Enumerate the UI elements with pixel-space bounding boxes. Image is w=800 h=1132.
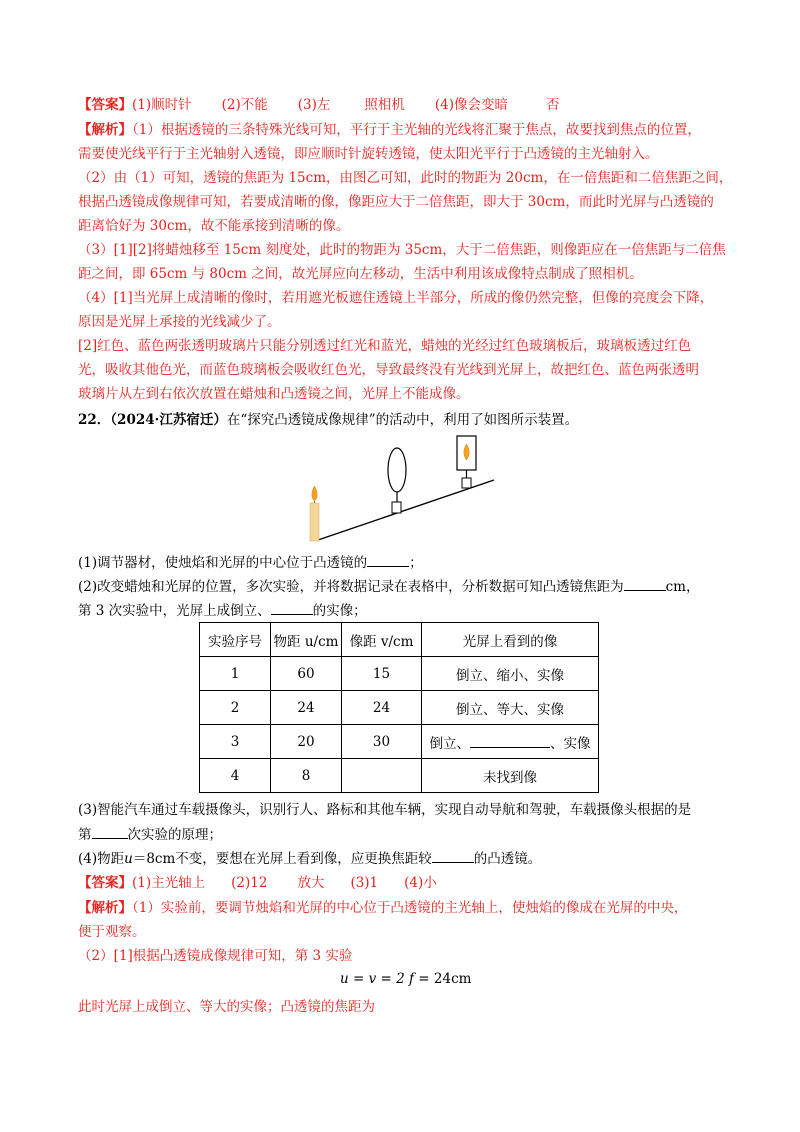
part-text: ＝8cm bbox=[132, 851, 176, 867]
formula-rhs: = 24cm bbox=[414, 971, 472, 987]
part-text: ； bbox=[409, 555, 423, 571]
table-cell bbox=[422, 725, 599, 759]
table-row bbox=[200, 725, 599, 759]
question-stem bbox=[78, 410, 578, 430]
question-number: 22． bbox=[78, 412, 111, 428]
part-text: 第 bbox=[78, 827, 92, 843]
table-header: 实验序号 bbox=[200, 623, 271, 657]
answer-item: (1)主光轴上 bbox=[132, 875, 206, 891]
table-cell bbox=[342, 759, 422, 793]
answer-item: 放大 bbox=[297, 875, 325, 891]
table-cell: 4 bbox=[200, 759, 271, 793]
part-text: 次实验的原理； bbox=[127, 827, 222, 843]
analysis-line: 原因是光屏上承接的光线减少了。 bbox=[78, 314, 281, 330]
analysis-text: （1）实验前，要调节烛焰和光屏的中心位于凸透镜的主光轴上，使烛焰的像成在光屏的中央， bbox=[132, 900, 688, 916]
part-text: 不变，要想在光屏上看到像，应更换焦距较 bbox=[175, 851, 432, 867]
apparatus-figure bbox=[296, 430, 506, 545]
table-cell: 倒立、等大、实像 bbox=[422, 691, 599, 725]
answer-item: (3)左 bbox=[297, 97, 331, 113]
analysis-tag: 【解析】 bbox=[78, 900, 132, 916]
answer-item: (2)不能 bbox=[221, 97, 268, 113]
answer-tag: 【答案】 bbox=[78, 875, 132, 891]
answer-item: (1)顺时针 bbox=[132, 97, 192, 113]
question-part-2 bbox=[78, 576, 700, 597]
analysis-line: 玻璃片从左到右依次放置在蜡烛和凸透镜之间，光屏上不能成像。 bbox=[78, 386, 470, 402]
question-part-3-cont bbox=[78, 824, 222, 845]
question-part-3: (3)智能汽车通过车载摄像头，识别行人、路标和其他车辆，实现自动导航和驾驶，车载摄像头根据的是 bbox=[78, 802, 692, 818]
part-text: 的凸透镜。 bbox=[473, 851, 542, 867]
formula bbox=[340, 971, 471, 987]
part-text: (4)物距 bbox=[78, 851, 125, 867]
answer-item: (4)像会变暗 bbox=[434, 97, 508, 113]
table-cell: 60 bbox=[271, 657, 342, 691]
answer-item: (3)1 bbox=[350, 875, 379, 891]
analysis-line: （2）[1]根据凸透镜成像规律可知，第 3 实验 bbox=[78, 948, 353, 964]
question-part-1 bbox=[78, 552, 423, 573]
answer-tag: 【答案】 bbox=[78, 97, 132, 113]
question-part-4 bbox=[78, 848, 541, 869]
table-header: 像距 v/cm bbox=[342, 623, 422, 657]
part-text: ， bbox=[686, 579, 700, 595]
unit-text: cm bbox=[665, 579, 686, 595]
analysis-line bbox=[78, 898, 687, 918]
answer-item: (4)小 bbox=[404, 875, 437, 891]
answer-item: 否 bbox=[546, 97, 560, 113]
table-cell: 倒立、缩小、实像 bbox=[422, 657, 599, 691]
table-header: 光屏上看到的像 bbox=[422, 623, 599, 657]
question-stem-text: 在“探究凸透镜成像规律”的活动中，利用了如图所示装置。 bbox=[226, 412, 579, 428]
table-row bbox=[200, 657, 599, 691]
answer-blank[interactable] bbox=[432, 848, 474, 863]
analysis-line: （4）[1]当光屏上成清晰的像时，若用遮光板遮住透镜上半部分，所成的像仍然完整，但像的亮度会下降， bbox=[78, 290, 714, 306]
part-text: (1)调节器材，使烛焰和光屏的中心位于凸透镜的 bbox=[78, 555, 368, 571]
table-header: 物距 u/cm bbox=[271, 623, 342, 657]
table-cell: 1 bbox=[200, 657, 271, 691]
analysis-line: [2]红色、蓝色两张透明玻璃片只能分别透过红光和蓝光，蜡烛的光经过红色玻璃板后，玻璃板透过红色 bbox=[78, 338, 692, 354]
answer-item: (2)12 bbox=[231, 875, 268, 891]
table-cell: 20 bbox=[271, 725, 342, 759]
table-cell: 24 bbox=[271, 691, 342, 725]
table-cell: 8 bbox=[271, 759, 342, 793]
analysis-line: 需要使光线平行于主光轴射入透镜，即应顺时针旋转透镜，使太阳光平行于凸透镜的主光轴射入。 bbox=[78, 146, 659, 162]
variable-u: u bbox=[124, 851, 133, 867]
table-cell: 30 bbox=[342, 725, 422, 759]
table-row bbox=[200, 691, 599, 725]
analysis-line: 距离恰好为 30cm，故不能承接到清晰的像。 bbox=[78, 218, 350, 234]
analysis-line: 便于观察。 bbox=[78, 924, 146, 940]
analysis-line: （2）由（1）可知，透镜的焦距为 15cm，由图乙可知，此时的物距为 20cm，在一倍焦距和二倍焦距之间， bbox=[78, 170, 733, 186]
table-cell: 未找到像 bbox=[422, 759, 599, 793]
question-source: （2024·江苏宿迁） bbox=[110, 412, 227, 428]
convex-lens bbox=[388, 448, 406, 513]
table-cell: 24 bbox=[342, 691, 422, 725]
cell-text: 、实像 bbox=[550, 735, 591, 752]
table-cell: 15 bbox=[342, 657, 422, 691]
analysis-line: 光，吸收其他色光，而蓝色玻璃板会吸收红色光，导致最终没有光线到光屏上，故把红色、蓝色两张透明 bbox=[78, 362, 699, 378]
analysis-line: 距之间，即 65cm 与 80cm 之间，故光屏应向左移动，生活中利用该成像特点制成了照相机。 bbox=[78, 266, 643, 282]
answer-blank[interactable] bbox=[92, 824, 128, 839]
table-header-row bbox=[200, 623, 599, 657]
optical-bench bbox=[318, 480, 494, 540]
analysis-tag: 【解析】 bbox=[78, 122, 132, 138]
answer-line-1 bbox=[78, 95, 560, 115]
candle bbox=[310, 486, 319, 541]
answer-blank[interactable] bbox=[367, 552, 409, 567]
analysis-line: 根据凸透镜成像规律可知，若要成清晰的像，像距应大于二倍焦距，即大于 30cm，而此时光屏与凸透镜的 bbox=[78, 194, 714, 210]
analysis-line: （3）[1][2]将蜡烛移至 15cm 刻度处，此时的物距为 35cm，大于二倍焦距，则像距应在一倍焦距与二倍焦 bbox=[78, 242, 726, 258]
answer-blank[interactable] bbox=[271, 600, 313, 615]
answer-line-2 bbox=[78, 873, 437, 893]
cell-text: 倒立、 bbox=[429, 735, 470, 752]
question-part-2-cont bbox=[78, 600, 367, 621]
analysis-line bbox=[78, 120, 701, 140]
answer-item: 照相机 bbox=[364, 97, 405, 113]
formula-lhs: u = v = 2 f bbox=[340, 971, 414, 987]
analysis-line: 此时光屏上成倒立、等大的实像；凸透镜的焦距为 bbox=[78, 999, 375, 1015]
data-table bbox=[199, 622, 599, 793]
table-cell: 3 bbox=[200, 725, 271, 759]
table-cell: 2 bbox=[200, 691, 271, 725]
part-text: 第 3 次实验中，光屏上成倒立、 bbox=[78, 603, 271, 619]
analysis-text: （1）根据透镜的三条特殊光线可知，平行于主光轴的光线将汇聚于焦点，故要找到焦点的位置， bbox=[132, 122, 701, 138]
part-text: 的实像； bbox=[312, 603, 367, 619]
part-text: (2)改变蜡烛和光屏的位置，多次实验，并将数据记录在表格中，分析数据可知凸透镜焦距为 bbox=[78, 579, 624, 595]
answer-blank[interactable] bbox=[470, 733, 550, 748]
light-screen bbox=[457, 436, 476, 488]
table-row bbox=[200, 759, 599, 793]
answer-blank[interactable] bbox=[624, 576, 666, 591]
